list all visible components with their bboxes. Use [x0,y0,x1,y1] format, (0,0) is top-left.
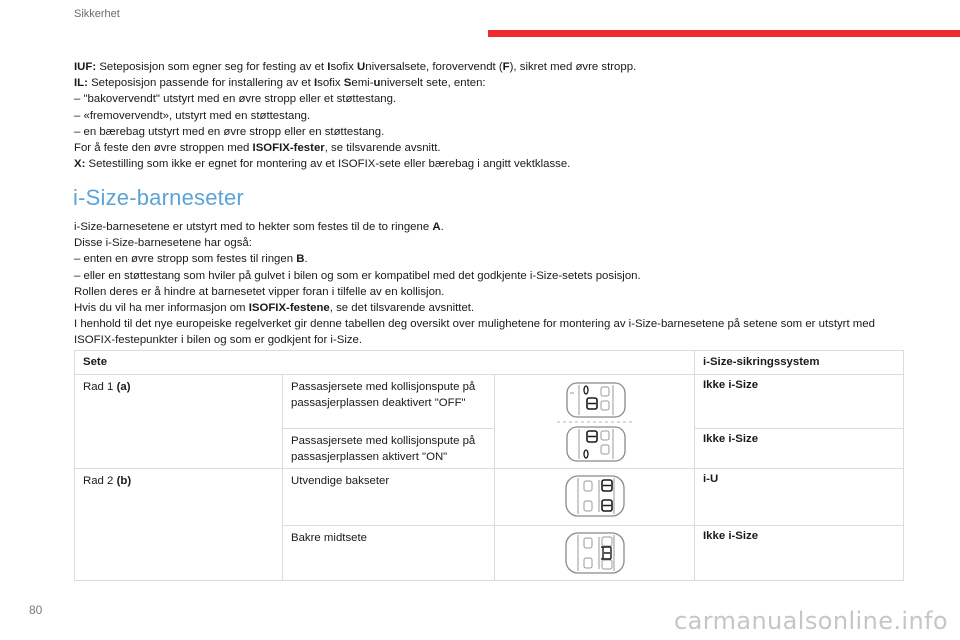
car-outer-seats-icon [562,473,628,519]
seat-description: Utvendige bakseter [283,469,495,526]
seat-description: Bakre midtsete [283,526,495,581]
paragraph: Hvis du vil ha mer informasjon om ISOFIX-festene, se det tilsvarende avsnittet. [74,302,475,315]
legend-x: X: Setestilling som ikke er egnet for montering av et ISOFIX-sete eller bærebag i angitt vektklasse. [74,158,571,171]
watermark: carmanualsonline.info [674,607,948,635]
legend-upper-strap: For å feste den øvre stroppen med ISOFIX-fester, se tilsvarende avsnitt. [74,142,441,155]
system-value: Ikke i-Size [695,526,904,581]
car-middle-seat-icon [562,530,628,576]
section-title: i-Size-barneseter [73,185,244,210]
legend-il: IL: Seteposisjon passende for installering av et Isofix Semi-universelt sete, enten: [74,77,486,90]
header-accent-bar [488,30,960,37]
paragraph: Disse i-Size-barnesetene har også: [74,237,252,250]
table-row [75,469,904,526]
isize-description [74,219,904,349]
system-value: Ikke i-Size [695,375,904,429]
header-system: i-Size-sikringssystem [695,351,904,375]
system-value: Ikke i-Size [695,429,904,469]
isofix-legend [74,59,904,172]
airbag-off-icon [567,383,625,417]
row-label: Rad 2 (b) [75,469,283,581]
running-header: Sikkerhet [74,8,120,20]
row-label: Rad 1 (a) [75,375,283,469]
paragraph: i-Size-barnesetene er utstyrt med to hekter som festes til de to ringene A. [74,221,444,233]
seat-description: Passasjersete med kollisjonspute på passasjerplassen aktivert "ON" [283,429,495,469]
legend-item: – en bærebag utstyrt med en øvre stropp eller en støttestang. [74,125,385,138]
table-row [75,375,904,429]
paragraph: Rollen deres er å hindre at barnesetet vipper foran i tilfelle av en kollisjon. [74,285,445,298]
isize-seat-table [74,350,904,581]
paragraph: I henhold til det nye europeiske regelverket gir denne tabellen deg oversikt over mulighetene for montering av i-Size-barnesetene på setene som er utstyrt med ISOFIX-festepunkter i bilen og som er godkjent for i-Size. [74,318,875,347]
table-header-row [75,351,904,375]
front-seats-diagram [557,379,633,465]
paragraph: – enten en øvre stropp som festes til ringen B. [74,253,308,266]
legend-iuf: IUF: Seteposisjon som egner seg for festing av et Isofix Universalsete, forovervendt (F), sikret med øvre stropp. [74,61,637,73]
page-number: 80 [29,603,43,617]
front-seats-picture [495,375,695,469]
legend-item: – "bakovervendt" utstyrt med en øvre stropp eller et støttestang. [74,93,397,106]
paragraph: – eller en støttestang som hviler på gulvet i bilen og som er kompatibel med det godkjente i-Size-setets posisjon. [74,269,641,282]
legend-item: – «fremovervendt», utstyrt med en støttestang. [74,109,311,122]
outer-rear-seats-picture [495,469,695,526]
system-value: i-U [695,469,904,526]
middle-rear-seat-picture [495,526,695,581]
seat-description: Passasjersete med kollisjonspute på passasjerplassen deaktivert "OFF" [283,375,495,429]
airbag-on-icon [567,427,625,461]
header-seat: Sete [75,351,695,375]
